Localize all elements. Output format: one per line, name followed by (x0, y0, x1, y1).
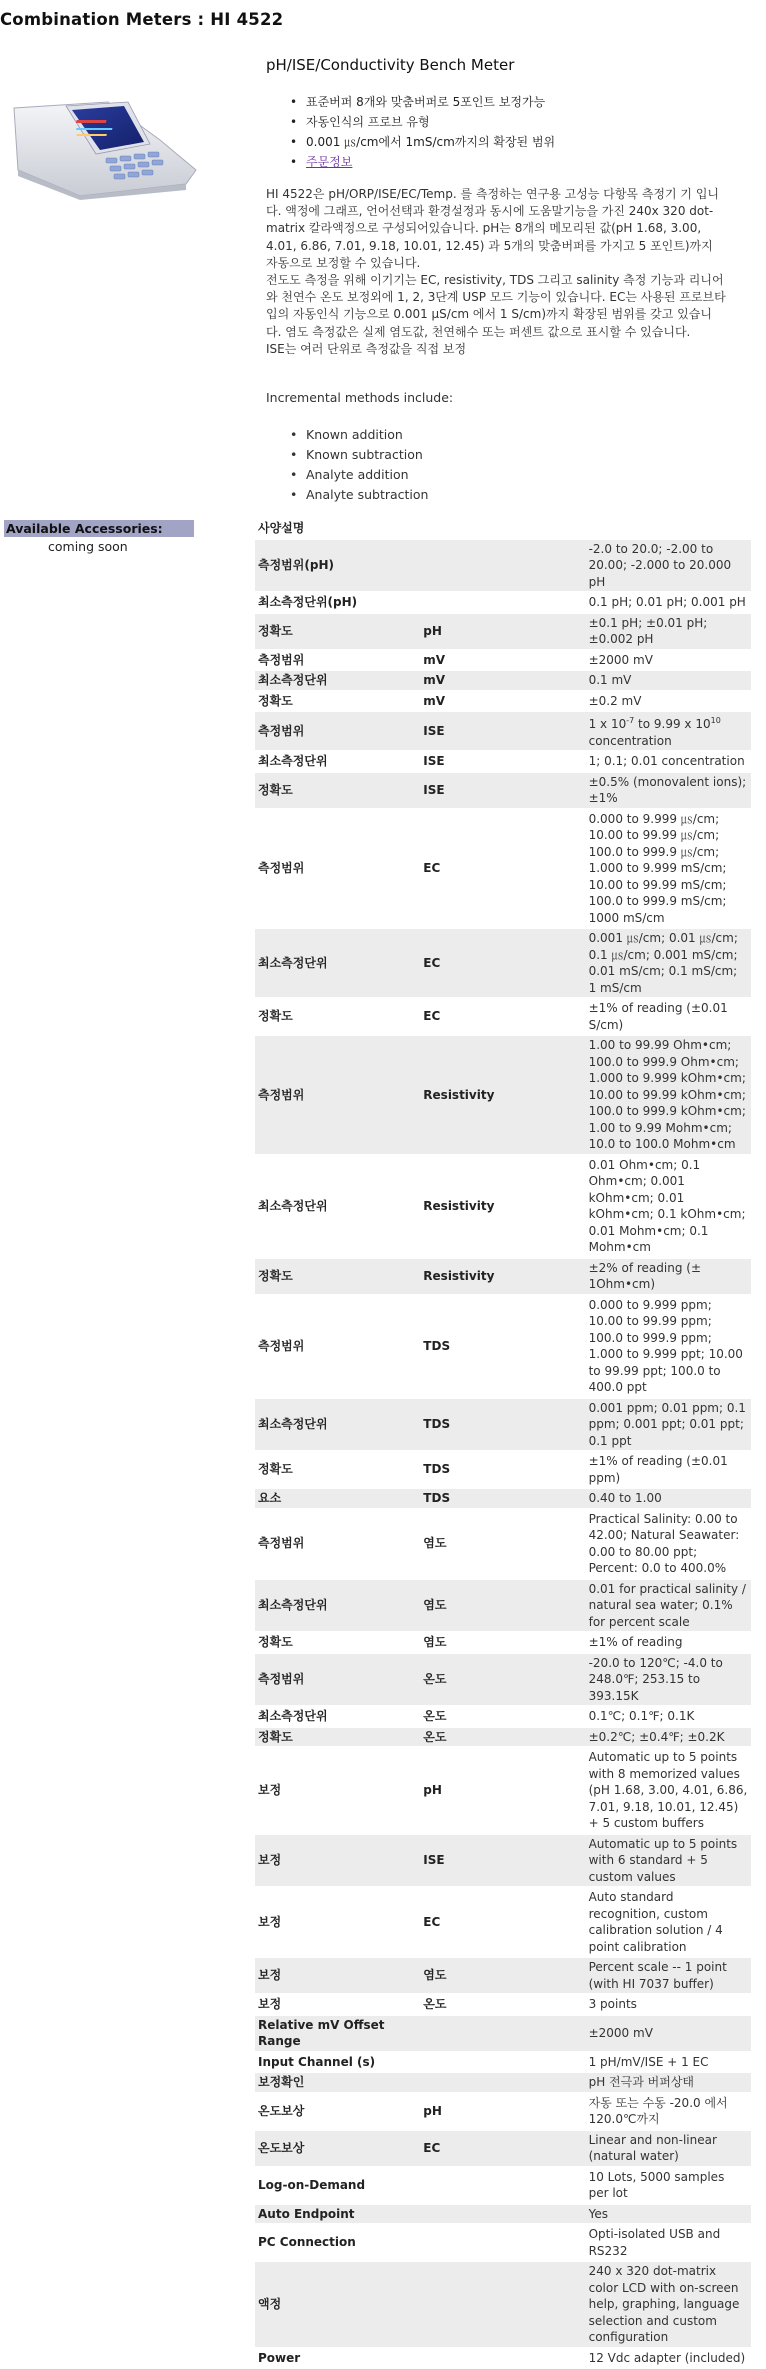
feature-item: • 0.001 ㎲/cm에서 1mS/cm까지의 확장된 범위 (288, 132, 555, 152)
spec-value: Yes (586, 2204, 751, 2225)
spec-parameter (420, 2167, 585, 2204)
spec-label: 최소측정단위(pH) (255, 592, 420, 613)
spec-row (255, 2167, 751, 2204)
description-paragraph: HI 4522은 pH/ORP/ISE/EC/Temp. 를 측정하는 연구용 고성능 다항목 측정기 기 입니다. 액정에 그래프, 언어선택과 환경설정과 동시에 도움말기능을 가진 240x 320 dot-matrix 칼라액정으로 구성되어있습니다. pH는 8개의 메모리된 값(pH 1.68, 3.00, 4.01, 6.86, 7.01, 9.18, 10.01, 12.45) 과 5개의 맞춤버퍼를 가지고 5 포인트)까지 자동으로 보정할 수 있습니다. (266, 187, 720, 270)
spec-parameter: Resistivity (420, 1035, 585, 1155)
product-image (10, 100, 200, 200)
spec-parameter: TDS (420, 1488, 585, 1509)
spec-row (255, 613, 751, 650)
spec-parameter: mV (420, 670, 585, 691)
spec-value: -2.0 to 20.0; -2.00 to 20.00; -2.000 to 20.000 pH (586, 539, 751, 593)
spec-label: 측정범위 (255, 1295, 420, 1398)
spec-label: 정확도 (255, 1451, 420, 1488)
spec-row (255, 2261, 751, 2348)
spec-row (255, 2204, 751, 2225)
spec-row (255, 711, 751, 751)
spec-value: 0.1 mV (586, 670, 751, 691)
spec-label: 요소 (255, 1488, 420, 1509)
spec-label: 측정범위 (255, 1035, 420, 1155)
spec-parameter: TDS (420, 1398, 585, 1452)
spec-value: 0.1℃; 0.1℉; 0.1K (586, 1706, 751, 1727)
spec-label: 정확도 (255, 691, 420, 712)
spec-label: 최소측정단위 (255, 670, 420, 691)
spec-label: Power (255, 2348, 420, 2369)
spec-row (255, 2130, 751, 2167)
spec-label: 측정범위 (255, 711, 420, 751)
spec-header: 사양설명 (255, 519, 751, 539)
spec-parameter: mV (420, 650, 585, 671)
spec-label: 액정 (255, 2261, 420, 2348)
spec-value: ±2000 mV (586, 2015, 751, 2052)
spec-row (255, 809, 751, 929)
spec-value: 1 x $10^{-7}$ to 9.99 x $10^{10}$ concentration (586, 711, 751, 751)
description-paragraph: ISE는 여러 단위로 측정값을 직접 보정 (266, 341, 467, 356)
order-info-link[interactable]: 주문정보 (306, 155, 353, 169)
feature-item: • 자동인식의 프로브 유형 (288, 112, 555, 132)
spec-value: 0.40 to 1.00 (586, 1488, 751, 1509)
spec-parameter: TDS (420, 1295, 585, 1398)
spec-value: 10 Lots, 5000 samples per lot (586, 2167, 751, 2204)
spec-parameter (420, 592, 585, 613)
spec-value: 0.000 to 9.999 ppm; 10.00 to 99.99 ppm; 100.0 to 999.9 ppm; 1.000 to 9.999 ppt; 10.00 to 99.99 ppt; 100.0 to 400.0 ppt (586, 1295, 751, 1398)
spec-label: 최소측정단위 (255, 751, 420, 772)
spec-row (255, 1653, 751, 1707)
spec-value: ±0.1 pH; ±0.01 pH; ±0.002 pH (586, 613, 751, 650)
accessories-value: coming soon (48, 539, 128, 554)
spec-value: Opti-isolated USB and RS232 (586, 2224, 751, 2261)
spec-parameter (420, 2052, 585, 2073)
spec-value: 자동 또는 수동 -20.0 에서 120.0℃까지 (586, 2093, 751, 2130)
description-paragraph: 전도도 측정을 위해 이기기는 EC, resistivity, TDS 그리고 salinity 측정 기능과 리니어와 천연수 온도 보정외에 1, 2, 3단계 USP 모드 기능이 있습니다. EC는 사용된 프로브타입의 자동인식 기능으로 0.001 µS/cm 에서 1 S/cm)까지 확장된 범위를 갖고 있습니다. 염도 측정값은 실제 염도값, 천연해수 또는 퍼센트 값으로 표시할 수 있습니다. (266, 273, 726, 339)
spec-row (255, 691, 751, 712)
spec-parameter: 온도 (420, 1727, 585, 1748)
spec-value: 0.000 to 9.999 ㎲/cm; 10.00 to 99.99 ㎲/cm; 100.0 to 999.9 ㎲/cm; 1.000 to 9.999 mS/cm; 10.00 to 99.99 mS/cm; 100.0 to 999.9 mS/cm; 1000 mS/cm (586, 809, 751, 929)
spec-label: 최소측정단위 (255, 1398, 420, 1452)
spec-row (255, 1398, 751, 1452)
spec-row (255, 1747, 751, 1834)
spec-row (255, 928, 751, 998)
method-item: • Analyte subtraction (288, 485, 428, 505)
method-item: • Analyte addition (288, 465, 428, 485)
spec-value: Practical Salinity: 0.00 to 42.00; Natural Seawater: 0.00 to 80.00 ppt; Percent: 0.0 to 400.0% (586, 1509, 751, 1579)
spec-parameter: EC (420, 809, 585, 929)
spec-value: 1 pH/mV/ISE + 1 EC (586, 2052, 751, 2073)
spec-label: 측정범위 (255, 1653, 420, 1707)
spec-label: 정확도 (255, 998, 420, 1035)
spec-label: 정확도 (255, 1727, 420, 1748)
spec-parameter (420, 2348, 585, 2369)
spec-label: Input Channel (s) (255, 2052, 420, 2073)
spec-parameter: 염도 (420, 1579, 585, 1633)
spec-parameter: TDS (420, 1451, 585, 1488)
spec-parameter: 염도 (420, 1957, 585, 1994)
spec-value: ±2% of reading (± 1Ohm•cm) (586, 1258, 751, 1295)
spec-value: 0.01 for practical salinity / natural sea water; 0.1% for percent scale (586, 1579, 751, 1633)
spec-label: 최소측정단위 (255, 1706, 420, 1727)
spec-label: 정확도 (255, 613, 420, 650)
spec-row (255, 1155, 751, 1258)
spec-row (255, 1727, 751, 1748)
spec-value: Linear and non-linear (natural water) (586, 2130, 751, 2167)
spec-label: 최소측정단위 (255, 1155, 420, 1258)
spec-label: 보정 (255, 1834, 420, 1888)
spec-value: ±1% of reading (±0.01 S/cm) (586, 998, 751, 1035)
spec-parameter: ISE (420, 1834, 585, 1888)
spec-parameter: EC (420, 1887, 585, 1957)
spec-value: -20.0 to 120℃; -4.0 to 248.0℉; 253.15 to 393.15K (586, 1653, 751, 1707)
spec-value: ±1% of reading (586, 1632, 751, 1653)
spec-parameter: 온도 (420, 1653, 585, 1707)
spec-row (255, 1834, 751, 1888)
spec-row (255, 1295, 751, 1398)
spec-row (255, 2015, 751, 2052)
spec-row (255, 1994, 751, 2015)
spec-label: 최소측정단위 (255, 928, 420, 998)
spec-row (255, 1579, 751, 1633)
spec-value: 1; 0.1; 0.01 concentration (586, 751, 751, 772)
spec-row (255, 2093, 751, 2130)
spec-row (255, 2052, 751, 2073)
spec-label: 측정범위 (255, 809, 420, 929)
spec-value: ±0.2℃; ±0.4℉; ±0.2K (586, 1727, 751, 1748)
spec-label: Log-on-Demand (255, 2167, 420, 2204)
spec-parameter: Resistivity (420, 1155, 585, 1258)
spec-label: 최소측정단위 (255, 1579, 420, 1633)
spec-parameter (420, 539, 585, 593)
spec-row (255, 751, 751, 772)
spec-value: 0.001 ppm; 0.01 ppm; 0.1 ppm; 0.001 ppt; 0.01 ppt; 0.1 ppt (586, 1398, 751, 1452)
spec-row (255, 1451, 751, 1488)
spec-label: 정확도 (255, 772, 420, 809)
spec-value: Percent scale -- 1 point (with HI 7037 buffer) (586, 1957, 751, 1994)
spec-row (255, 1488, 751, 1509)
spec-label: Auto Endpoint (255, 2204, 420, 2225)
spec-parameter (420, 2072, 585, 2093)
feature-item: • 표준버퍼 8개와 맞춤버퍼로 5포인트 보정가능 (288, 92, 555, 112)
spec-label: PC Connection (255, 2224, 420, 2261)
spec-row (255, 998, 751, 1035)
spec-label: 온도보상 (255, 2130, 420, 2167)
spec-parameter (420, 2015, 585, 2052)
spec-value: ±0.2 mV (586, 691, 751, 712)
spec-label: 보정 (255, 1887, 420, 1957)
spec-value: ±2000 mV (586, 650, 751, 671)
spec-value: 3 points (586, 1994, 751, 2015)
spec-value: ±1% of reading (±0.01 ppm) (586, 1451, 751, 1488)
spec-row (255, 539, 751, 593)
spec-value: 0.01 Ohm•cm; 0.1 Ohm•cm; 0.001 kOhm•cm; 0.01 kOhm•cm; 0.1 kOhm•cm; 0.01 Mohm•cm; 0.1 Mohm•cm (586, 1155, 751, 1258)
spec-parameter: ISE (420, 711, 585, 751)
spec-value: Automatic up to 5 points with 8 memorized values (pH 1.68, 3.00, 4.01, 6.86, 7.01, 9.18, 10.01, 12.45) + 5 custom buffers (586, 1747, 751, 1834)
spec-parameter: 온도 (420, 1706, 585, 1727)
spec-parameter: pH (420, 2093, 585, 2130)
methods-list (288, 425, 428, 505)
spec-parameter: 염도 (420, 1509, 585, 1579)
product-subtitle: pH/ISE/Conductivity Bench Meter (266, 56, 515, 74)
spec-row (255, 2224, 751, 2261)
spec-value: Automatic up to 5 points with 6 standard + 5 custom values (586, 1834, 751, 1888)
spec-parameter: Resistivity (420, 1258, 585, 1295)
spec-value: ±0.5% (monovalent ions); ±1% (586, 772, 751, 809)
spec-value: 240 x 320 dot-matrix color LCD with on-screen help, graphing, language selection and custom configuration (586, 2261, 751, 2348)
spec-parameter (420, 2261, 585, 2348)
spec-value: pH 전극과 버퍼상태 (586, 2072, 751, 2093)
spec-row (255, 670, 751, 691)
spec-row (255, 1509, 751, 1579)
spec-row (255, 650, 751, 671)
spec-label: Relative mV Offset Range (255, 2015, 420, 2052)
spec-parameter: ISE (420, 751, 585, 772)
spec-label: 측정범위(pH) (255, 539, 420, 593)
spec-label: 보정확인 (255, 2072, 420, 2093)
spec-label: 측정범위 (255, 1509, 420, 1579)
product-description (266, 186, 726, 358)
spec-label: 측정범위 (255, 650, 420, 671)
spec-parameter (420, 2204, 585, 2225)
spec-parameter: EC (420, 2130, 585, 2167)
spec-parameter: mV (420, 691, 585, 712)
spec-value: 1.00 to 99.99 Ohm•cm; 100.0 to 999.9 Ohm•cm; 1.000 to 9.999 kOhm•cm; 10.00 to 99.99 kOhm•cm; 100.0 to 999.9 kOhm•cm; 1.00 to 9.99 Mohm•cm; 10.0 to 100.0 Mohm•cm (586, 1035, 751, 1155)
spec-parameter (420, 2224, 585, 2261)
feature-item (288, 152, 555, 172)
spec-parameter: 염도 (420, 1632, 585, 1653)
spec-label: 보정 (255, 1994, 420, 2015)
spec-table (255, 519, 751, 2369)
spec-value: 0.001 ㎲/cm; 0.01 ㎲/cm; 0.1 ㎲/cm; 0.001 mS/cm; 0.01 mS/cm; 0.1 mS/cm; 1 mS/cm (586, 928, 751, 998)
spec-row (255, 1258, 751, 1295)
method-item: • Known subtraction (288, 445, 428, 465)
spec-row (255, 2348, 751, 2369)
spec-row (255, 1632, 751, 1653)
spec-value: 12 Vdc adapter (included) (586, 2348, 751, 2369)
incremental-methods-label: Incremental methods include: (266, 390, 454, 405)
spec-label: 정확도 (255, 1632, 420, 1653)
spec-row (255, 1887, 751, 1957)
spec-value: 0.1 pH; 0.01 pH; 0.001 pH (586, 592, 751, 613)
spec-row (255, 2072, 751, 2093)
spec-row (255, 772, 751, 809)
spec-row (255, 1035, 751, 1155)
spec-row (255, 1706, 751, 1727)
spec-label: 보정 (255, 1747, 420, 1834)
feature-list (288, 92, 555, 172)
spec-parameter: pH (420, 613, 585, 650)
accessories-header: Available Accessories: (4, 520, 194, 537)
spec-label: 보정 (255, 1957, 420, 1994)
spec-row (255, 592, 751, 613)
spec-parameter: ISE (420, 772, 585, 809)
spec-parameter: pH (420, 1747, 585, 1834)
page-title: Combination Meters : HI 4522 (0, 10, 284, 29)
spec-parameter: 온도 (420, 1994, 585, 2015)
spec-parameter: EC (420, 928, 585, 998)
spec-value: Auto standard recognition, custom calibration solution / 4 point calibration (586, 1887, 751, 1957)
spec-parameter: EC (420, 998, 585, 1035)
spec-label: 정확도 (255, 1258, 420, 1295)
spec-label: 온도보상 (255, 2093, 420, 2130)
method-item: • Known addition (288, 425, 428, 445)
spec-row (255, 1957, 751, 1994)
